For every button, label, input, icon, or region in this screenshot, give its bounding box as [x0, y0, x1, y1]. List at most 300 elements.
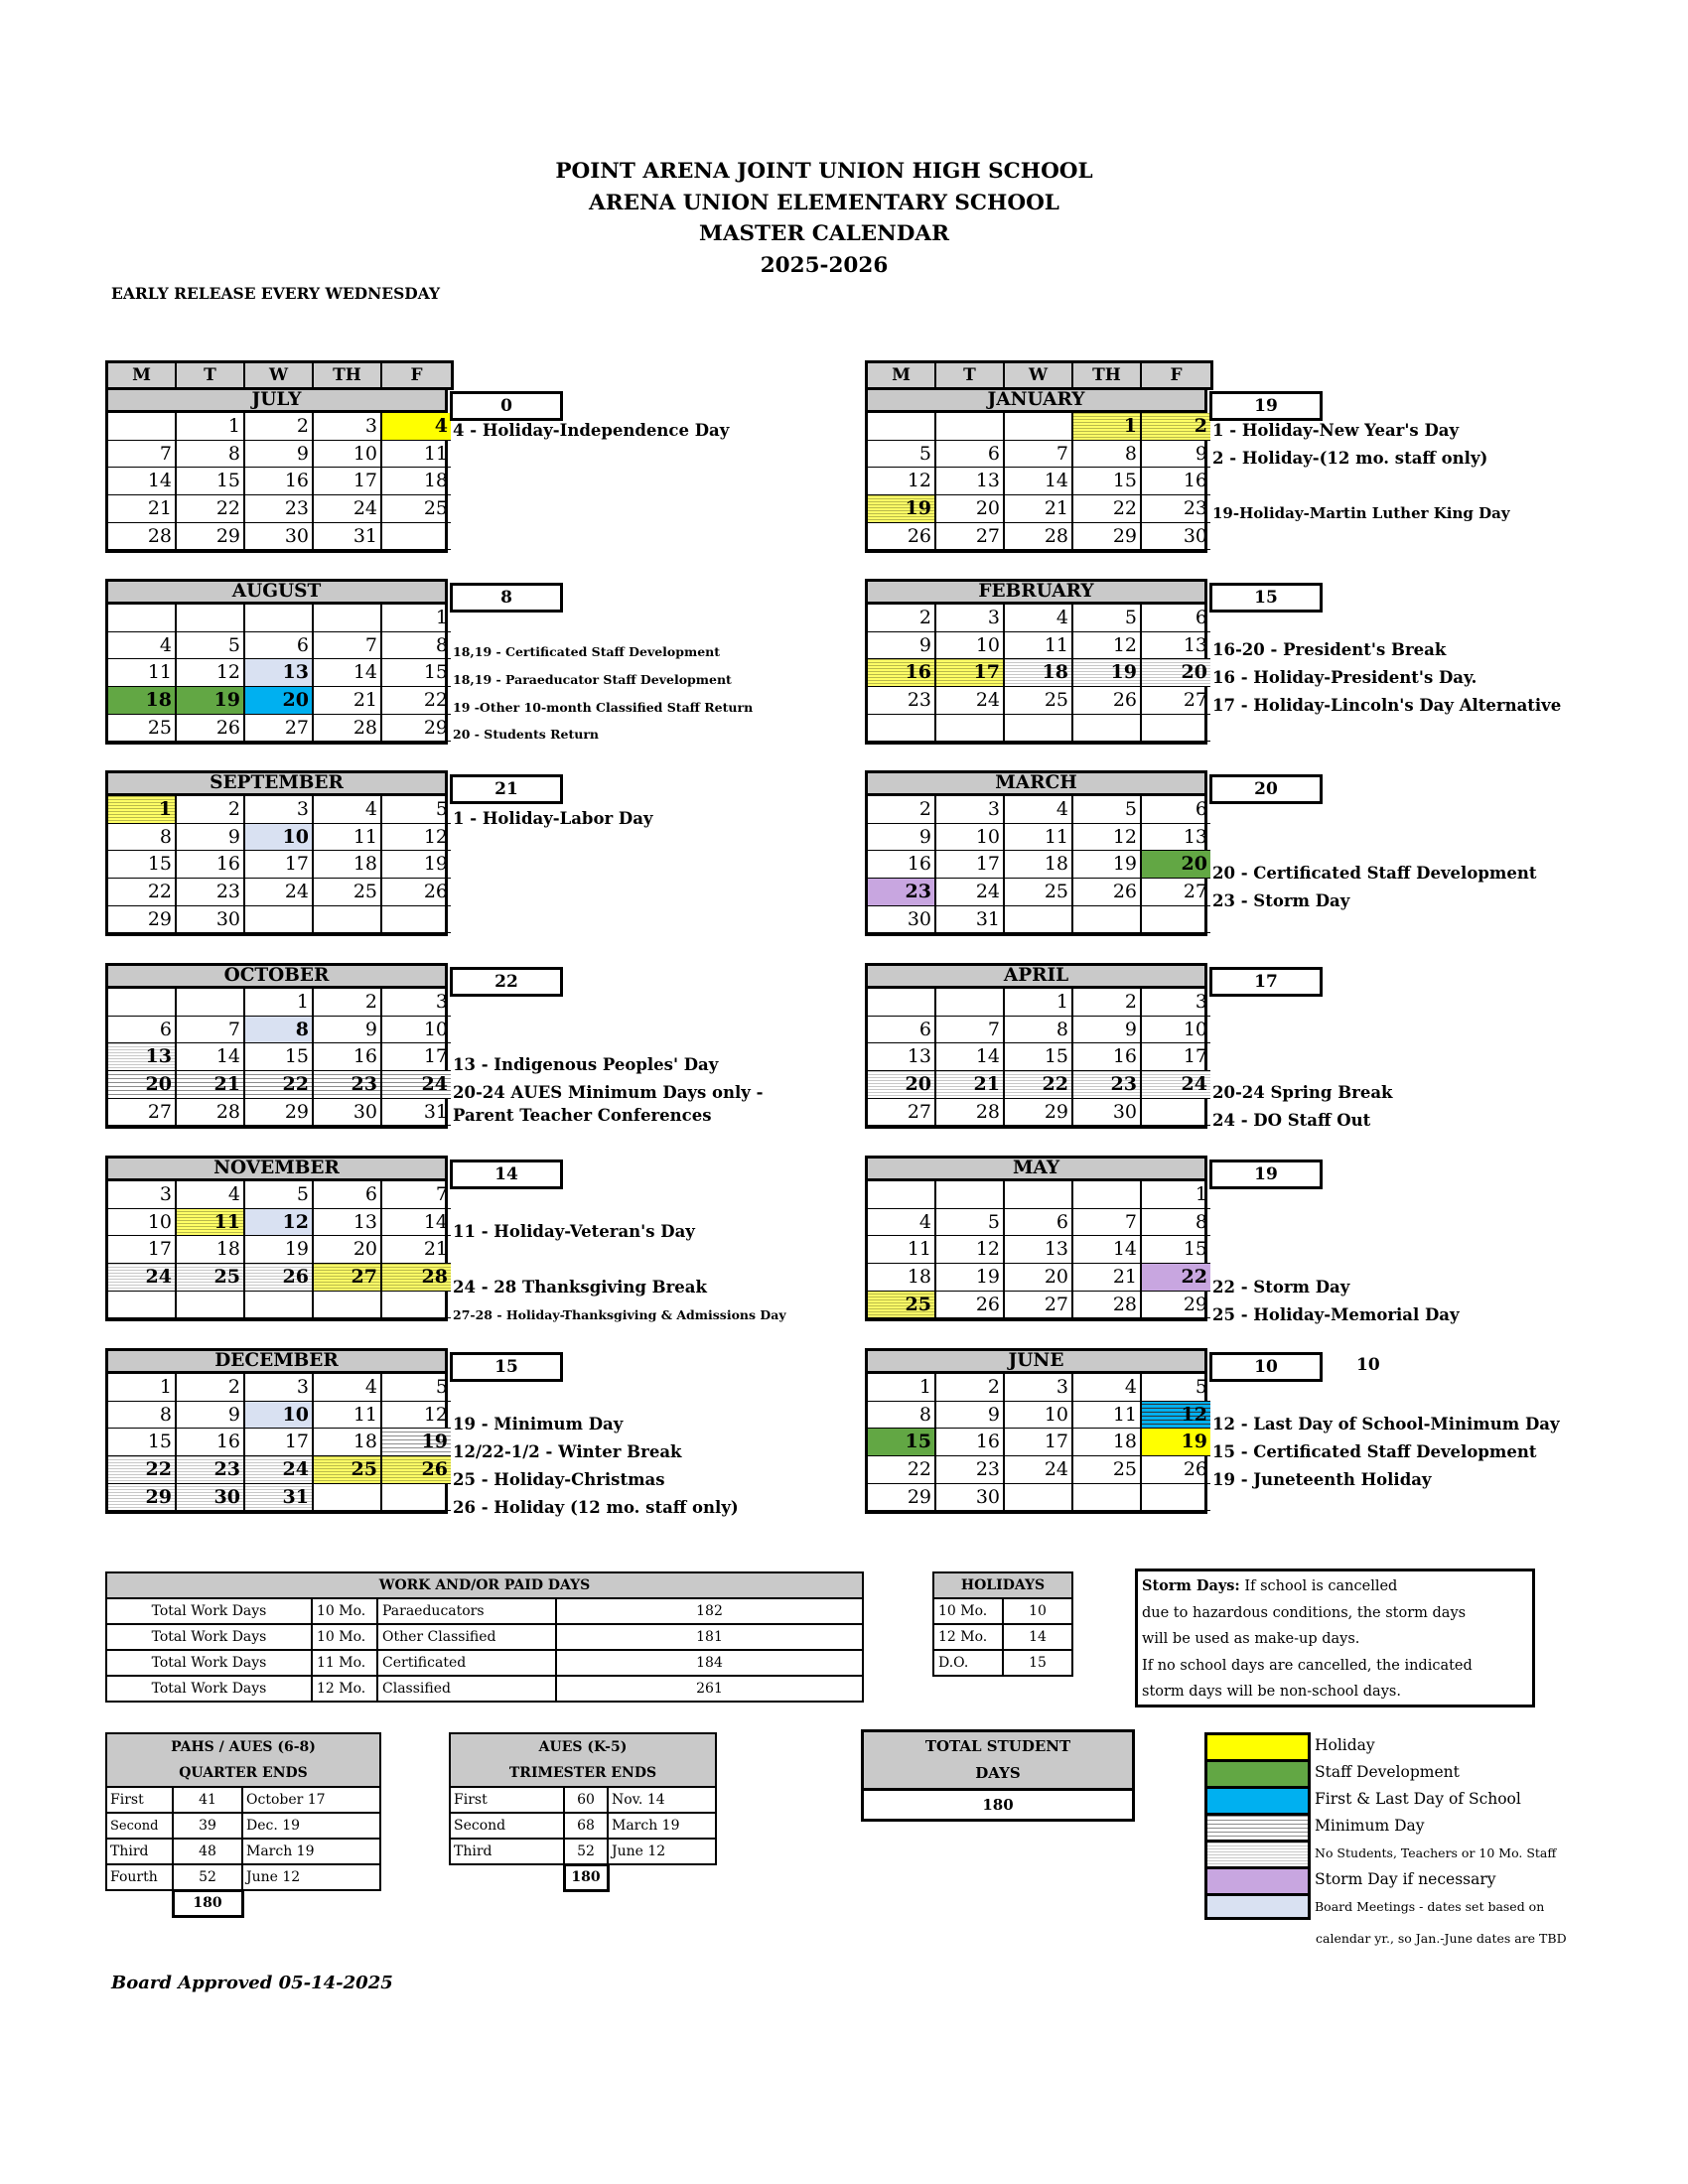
day-cell: 15: [1073, 468, 1142, 495]
day-cell: 27: [245, 715, 314, 743]
day-cell: 22: [108, 1456, 177, 1484]
table-row: Total Work Days 10 Mo. Paraeducators 182: [106, 1598, 863, 1624]
month-name: MARCH: [865, 770, 1207, 796]
day-cell: [936, 413, 1005, 441]
day-cell: 27: [936, 523, 1005, 551]
day-cell: 21: [936, 1071, 1005, 1099]
month-name: SEPTEMBER: [105, 770, 448, 796]
total-student-days-value: 180: [982, 1796, 1014, 1814]
day-cell: 9: [1142, 441, 1210, 469]
day-cell: 24: [382, 1071, 451, 1099]
day-cell: 29: [1073, 523, 1142, 551]
table-row: Second 68 March 19: [450, 1813, 716, 1839]
day-cell: 9: [936, 1402, 1005, 1430]
day-count-september: 21: [450, 774, 563, 804]
note-june: 12 - Last Day of School-Minimum Day: [1212, 1415, 1560, 1433]
day-cell: 16: [936, 1429, 1005, 1456]
table-row: D.O. 15: [933, 1650, 1072, 1676]
day-cell: 26: [1073, 879, 1142, 906]
day-cell: 29: [868, 1484, 936, 1512]
day-cell: [1142, 715, 1210, 743]
day-cell: 21: [382, 1236, 451, 1264]
day-cell: [936, 989, 1005, 1017]
day-cell: 16: [177, 1429, 245, 1456]
note-november: 27-28 - Holiday-Thanksgiving & Admissions Day: [453, 1307, 786, 1322]
note-december: 26 - Holiday (12 mo. staff only): [453, 1498, 739, 1517]
day-cell: 16: [868, 851, 936, 879]
work-days-title: WORK AND/OR PAID DAYS: [106, 1572, 863, 1598]
day-cell: 19: [868, 495, 936, 523]
day-cell: 10: [314, 441, 382, 469]
day-cell: [1005, 1181, 1073, 1209]
month-name: JULY: [105, 387, 448, 413]
day-cell: 4: [868, 1209, 936, 1237]
weekday-f: F: [410, 365, 423, 385]
day-cell: [1073, 715, 1142, 743]
weekday-th: TH: [1073, 363, 1142, 387]
day-cell: 7: [314, 632, 382, 660]
day-cell: 31: [936, 906, 1005, 934]
day-cell: 23: [1073, 1071, 1142, 1099]
weekday-header-right: [865, 360, 1213, 390]
month-august: [105, 579, 448, 745]
day-cell: 11: [382, 441, 451, 469]
day-cell: [177, 1292, 245, 1319]
note-december: 12/22-1/2 - Winter Break: [453, 1442, 682, 1461]
day-cell: 18: [1005, 659, 1073, 687]
aues-trimester-table: AUES (K-5) TRIMESTER ENDS First 60 Nov. 14 Second 68 March 19 Third 52 June 12 180: [449, 1732, 717, 1892]
month-april: [865, 963, 1207, 1129]
day-count-october: 22: [450, 967, 563, 997]
first-last-day-swatch: [1204, 1786, 1311, 1813]
day-cell: 24: [1142, 1071, 1210, 1099]
holidays-title: HOLIDAYS: [933, 1572, 1072, 1598]
day-cell: 21: [1073, 1264, 1142, 1292]
day-cell: [177, 989, 245, 1017]
day-cell: 15: [1142, 1236, 1210, 1264]
month-name: NOVEMBER: [105, 1156, 448, 1181]
day-cell: 6: [868, 1017, 936, 1044]
day-cell: 17: [1005, 1429, 1073, 1456]
note-june: 15 - Certificated Staff Development: [1212, 1442, 1537, 1461]
day-cell: 26: [245, 1264, 314, 1292]
day-cell: 2: [177, 1374, 245, 1402]
weekday-t: T: [177, 363, 245, 387]
day-cell: 3: [314, 413, 382, 441]
day-cell: 31: [245, 1484, 314, 1512]
day-cell: 29: [382, 715, 451, 743]
day-cell: 21: [314, 687, 382, 715]
day-cell: 5: [1073, 796, 1142, 824]
day-cell: 30: [177, 1484, 245, 1512]
day-cell: 1: [382, 605, 451, 632]
day-cell: 14: [177, 1043, 245, 1071]
day-grid: [105, 605, 448, 745]
day-cell: 10: [936, 824, 1005, 852]
day-grid: [865, 1374, 1207, 1514]
note-december: 19 - Minimum Day: [453, 1415, 624, 1433]
day-cell: 10: [245, 824, 314, 852]
day-cell: 1: [108, 796, 177, 824]
early-release-note: EARLY RELEASE EVERY WEDNESDAY: [111, 284, 441, 303]
day-cell: [1005, 715, 1073, 743]
day-cell: 7: [1005, 441, 1073, 469]
day-count-june: 10: [1209, 1352, 1323, 1382]
day-cell: 19: [1073, 659, 1142, 687]
day-cell: 19: [1073, 851, 1142, 879]
day-cell: 6: [1005, 1209, 1073, 1237]
day-cell: [245, 906, 314, 934]
day-cell: 7: [936, 1017, 1005, 1044]
day-count-august: 8: [450, 583, 563, 613]
day-cell: 17: [1142, 1043, 1210, 1071]
day-cell: 8: [1142, 1209, 1210, 1237]
day-cell: 18: [177, 1236, 245, 1264]
note-april: 24 - DO Staff Out: [1212, 1111, 1371, 1130]
month-may: [865, 1156, 1207, 1321]
day-cell: 17: [936, 659, 1005, 687]
day-cell: 8: [108, 824, 177, 852]
title-line-4: 2025-2026: [760, 252, 889, 278]
day-cell: 15: [245, 1043, 314, 1071]
note-august: 18,19 - Paraeducator Staff Development: [453, 672, 732, 687]
day-cell: 12: [382, 1402, 451, 1430]
day-cell: [108, 1292, 177, 1319]
day-cell: 22: [245, 1071, 314, 1099]
day-cell: 13: [868, 1043, 936, 1071]
day-cell: 11: [108, 659, 177, 687]
legend-note: calendar yr., so Jan.-June dates are TBD: [1316, 1931, 1567, 1946]
day-cell: 22: [108, 879, 177, 906]
day-count-january: 19: [1209, 391, 1323, 421]
day-cell: 13: [314, 1209, 382, 1237]
work-days-table: [105, 1571, 864, 1703]
day-cell: 3: [1142, 989, 1210, 1017]
day-cell: 20: [245, 687, 314, 715]
day-cell: 8: [382, 632, 451, 660]
day-cell: 22: [868, 1456, 936, 1484]
day-cell: 6: [1142, 796, 1210, 824]
weekday-f: F: [1170, 365, 1183, 385]
day-cell: 16: [868, 659, 936, 687]
day-cell: 1: [1073, 413, 1142, 441]
table-row: Total Work Days 10 Mo. Other Classified 181: [106, 1624, 863, 1650]
day-cell: 31: [382, 1099, 451, 1127]
day-cell: [382, 1292, 451, 1319]
month-march: [865, 770, 1207, 936]
day-cell: [1142, 1099, 1210, 1127]
day-cell: 24: [245, 1456, 314, 1484]
day-cell: 15: [868, 1429, 936, 1456]
day-cell: 28: [382, 1264, 451, 1292]
month-name: OCTOBER: [105, 963, 448, 989]
note-march: 20 - Certificated Staff Development: [1212, 864, 1537, 883]
day-cell: 28: [936, 1099, 1005, 1127]
day-cell: 21: [108, 495, 177, 523]
day-count-november: 14: [450, 1160, 563, 1189]
day-cell: 3: [108, 1181, 177, 1209]
pahs-quarter-table: PAHS / AUES (6-8) QUARTER ENDS First 41 October 17 Second 39 Dec. 19 Third 48 March 19 Fourth 52 June 12 180: [105, 1732, 381, 1918]
day-cell: 19: [382, 1429, 451, 1456]
day-cell: 25: [1005, 879, 1073, 906]
day-cell: 30: [314, 1099, 382, 1127]
day-grid: [105, 989, 448, 1129]
note-september: 1 - Holiday-Labor Day: [453, 809, 653, 828]
day-cell: 5: [936, 1209, 1005, 1237]
day-cell: 8: [1005, 1017, 1073, 1044]
day-cell: 9: [177, 824, 245, 852]
day-cell: 2: [868, 796, 936, 824]
day-cell: 12: [868, 468, 936, 495]
weekday-th: TH: [314, 363, 382, 387]
day-cell: 24: [936, 879, 1005, 906]
storm-label: Storm Days:: [1142, 1577, 1240, 1594]
day-cell: 10: [1005, 1402, 1073, 1430]
day-cell: 8: [108, 1402, 177, 1430]
day-cell: 26: [1073, 687, 1142, 715]
day-cell: 4: [177, 1181, 245, 1209]
day-cell: 3: [382, 989, 451, 1017]
day-cell: 6: [108, 1017, 177, 1044]
day-cell: 17: [245, 851, 314, 879]
note-november: 24 - 28 Thanksgiving Break: [453, 1278, 707, 1297]
day-cell: [382, 1484, 451, 1512]
table-row: Third 48 March 19: [106, 1839, 380, 1864]
legend-item: Minimum Day: [1204, 1813, 1556, 1840]
day-cell: 29: [245, 1099, 314, 1127]
day-cell: 19: [1142, 1429, 1210, 1456]
no-students-swatch: [1204, 1840, 1311, 1866]
day-cell: 23: [868, 879, 936, 906]
table-row: Total Work Days 11 Mo. Certificated 184: [106, 1650, 863, 1676]
legend-item: First & Last Day of School: [1204, 1786, 1556, 1813]
day-cell: 28: [1073, 1292, 1142, 1319]
day-cell: [1005, 1484, 1073, 1512]
note-july: 4 - Holiday-Independence Day: [453, 421, 730, 440]
day-grid: [105, 1374, 448, 1514]
day-cell: 12: [936, 1236, 1005, 1264]
day-cell: 29: [1142, 1292, 1210, 1319]
month-name: AUGUST: [105, 579, 448, 605]
day-cell: 26: [936, 1292, 1005, 1319]
day-grid: [105, 796, 448, 936]
day-cell: 25: [1073, 1456, 1142, 1484]
day-grid: [865, 796, 1207, 936]
note-october: 20-24 AUES Minimum Days only -: [453, 1083, 764, 1102]
holiday-swatch: [1204, 1732, 1311, 1759]
day-cell: 16: [245, 468, 314, 495]
weekday-w: W: [1005, 363, 1073, 387]
day-cell: 11: [177, 1209, 245, 1237]
day-cell: 20: [1005, 1264, 1073, 1292]
day-cell: 25: [108, 715, 177, 743]
day-cell: 22: [1142, 1264, 1210, 1292]
day-cell: 18: [1005, 851, 1073, 879]
day-cell: 28: [177, 1099, 245, 1127]
day-cell: [314, 906, 382, 934]
day-cell: [314, 1484, 382, 1512]
day-cell: 13: [936, 468, 1005, 495]
board-meeting-swatch: [1204, 1893, 1311, 1920]
day-cell: 20: [1142, 851, 1210, 879]
day-cell: 16: [1142, 468, 1210, 495]
day-cell: 2: [868, 605, 936, 632]
day-cell: 2: [177, 796, 245, 824]
day-cell: 7: [1073, 1209, 1142, 1237]
day-cell: 2: [1073, 989, 1142, 1017]
day-cell: [1005, 413, 1073, 441]
day-cell: [314, 1292, 382, 1319]
day-cell: 25: [868, 1292, 936, 1319]
board-approved: Board Approved 05-14-2025: [111, 1973, 393, 1993]
day-count-march: 20: [1209, 774, 1323, 804]
day-cell: [314, 605, 382, 632]
day-cell: 30: [1073, 1099, 1142, 1127]
day-cell: 2: [314, 989, 382, 1017]
day-cell: 25: [1005, 687, 1073, 715]
day-cell: 9: [177, 1402, 245, 1430]
day-cell: 4: [314, 796, 382, 824]
day-cell: 19: [245, 1236, 314, 1264]
day-cell: [108, 989, 177, 1017]
day-cell: 29: [177, 523, 245, 551]
day-grid: [105, 413, 448, 553]
day-cell: [936, 715, 1005, 743]
day-cell: 23: [245, 495, 314, 523]
day-cell: 1: [108, 1374, 177, 1402]
day-cell: 6: [314, 1181, 382, 1209]
table-row: First 41 October 17: [106, 1787, 380, 1813]
note-february: 16-20 - President's Break: [1212, 640, 1447, 659]
day-cell: 25: [314, 1456, 382, 1484]
day-cell: 3: [245, 796, 314, 824]
day-cell: 6: [1142, 605, 1210, 632]
day-cell: [868, 989, 936, 1017]
day-cell: 27: [1142, 879, 1210, 906]
month-february: [865, 579, 1207, 745]
day-cell: 24: [108, 1264, 177, 1292]
day-cell: 18: [314, 851, 382, 879]
day-cell: 18: [382, 468, 451, 495]
day-cell: 27: [1005, 1292, 1073, 1319]
day-cell: 25: [177, 1264, 245, 1292]
day-cell: 25: [382, 495, 451, 523]
note-february: 17 - Holiday-Lincoln's Day Alternative: [1212, 696, 1562, 715]
storm-day-swatch: [1204, 1866, 1311, 1893]
day-cell: 9: [1073, 1017, 1142, 1044]
day-cell: 4: [1005, 796, 1073, 824]
day-cell: 29: [108, 1484, 177, 1512]
table-row: Fourth 52 June 12: [106, 1864, 380, 1890]
day-cell: [177, 605, 245, 632]
calendar-header: [0, 156, 1648, 281]
day-cell: 11: [314, 1402, 382, 1430]
day-cell: 1: [1142, 1181, 1210, 1209]
day-cell: 17: [245, 1429, 314, 1456]
total-student-days: TOTAL STUDENT DAYS 180: [861, 1729, 1135, 1822]
day-cell: 3: [245, 1374, 314, 1402]
note-august: 18,19 - Certificated Staff Development: [453, 644, 721, 659]
day-cell: 30: [936, 1484, 1005, 1512]
day-cell: 5: [382, 1374, 451, 1402]
day-cell: 27: [108, 1099, 177, 1127]
staff-development-swatch: [1204, 1759, 1311, 1786]
note-march: 23 - Storm Day: [1212, 891, 1350, 910]
day-cell: 19: [382, 851, 451, 879]
day-cell: 26: [177, 715, 245, 743]
day-cell: 28: [314, 715, 382, 743]
day-cell: 9: [868, 632, 936, 660]
month-name: MAY: [865, 1156, 1207, 1181]
day-cell: 4: [314, 1374, 382, 1402]
day-cell: 20: [868, 1071, 936, 1099]
pahs-total: 180: [173, 1890, 242, 1916]
note-august: 19 -Other 10-month Classified Staff Return: [453, 700, 754, 715]
day-cell: 29: [1005, 1099, 1073, 1127]
day-cell: 14: [108, 468, 177, 495]
day-cell: 6: [936, 441, 1005, 469]
day-cell: 12: [1073, 824, 1142, 852]
day-cell: 23: [177, 1456, 245, 1484]
note-october: 13 - Indigenous Peoples' Day: [453, 1055, 719, 1074]
day-count-february: 15: [1209, 583, 1323, 613]
day-cell: 13: [1005, 1236, 1073, 1264]
table-row: First 60 Nov. 14: [450, 1787, 716, 1813]
day-cell: 23: [314, 1071, 382, 1099]
day-cell: 5: [245, 1181, 314, 1209]
day-cell: 17: [936, 851, 1005, 879]
day-cell: 13: [245, 659, 314, 687]
day-cell: 8: [1073, 441, 1142, 469]
day-cell: 19: [936, 1264, 1005, 1292]
day-cell: 4: [108, 632, 177, 660]
legend-item: Board Meetings - dates set based on: [1204, 1893, 1556, 1920]
day-cell: 26: [1142, 1456, 1210, 1484]
note-november: 11 - Holiday-Veteran's Day: [453, 1222, 695, 1241]
day-cell: 4: [382, 413, 451, 441]
day-grid: [105, 1181, 448, 1321]
day-cell: [936, 1181, 1005, 1209]
day-cell: 14: [314, 659, 382, 687]
note-may: 25 - Holiday-Memorial Day: [1212, 1305, 1460, 1324]
day-cell: 30: [177, 906, 245, 934]
note-february: 16 - Holiday-President's Day.: [1212, 668, 1477, 687]
day-cell: 5: [1142, 1374, 1210, 1402]
day-cell: 8: [177, 441, 245, 469]
day-cell: [1073, 1484, 1142, 1512]
day-cell: [382, 906, 451, 934]
day-count-december: 15: [450, 1352, 563, 1382]
day-cell: 14: [382, 1209, 451, 1237]
table-row: 12 Mo. 14: [933, 1624, 1072, 1650]
table-row: Third 52 June 12: [450, 1839, 716, 1864]
day-cell: 10: [108, 1209, 177, 1237]
legend-item: Holiday: [1204, 1732, 1556, 1759]
day-cell: 23: [177, 879, 245, 906]
month-july: [105, 387, 448, 553]
day-cell: 18: [868, 1264, 936, 1292]
day-grid: [865, 413, 1207, 553]
day-cell: 8: [245, 1017, 314, 1044]
day-cell: 24: [1005, 1456, 1073, 1484]
day-cell: 14: [1073, 1236, 1142, 1264]
day-cell: 10: [382, 1017, 451, 1044]
weekday-header-left: [105, 360, 454, 390]
day-cell: 2: [1142, 413, 1210, 441]
month-name: JANUARY: [865, 387, 1207, 413]
month-september: [105, 770, 448, 936]
day-count-may: 19: [1209, 1160, 1323, 1189]
